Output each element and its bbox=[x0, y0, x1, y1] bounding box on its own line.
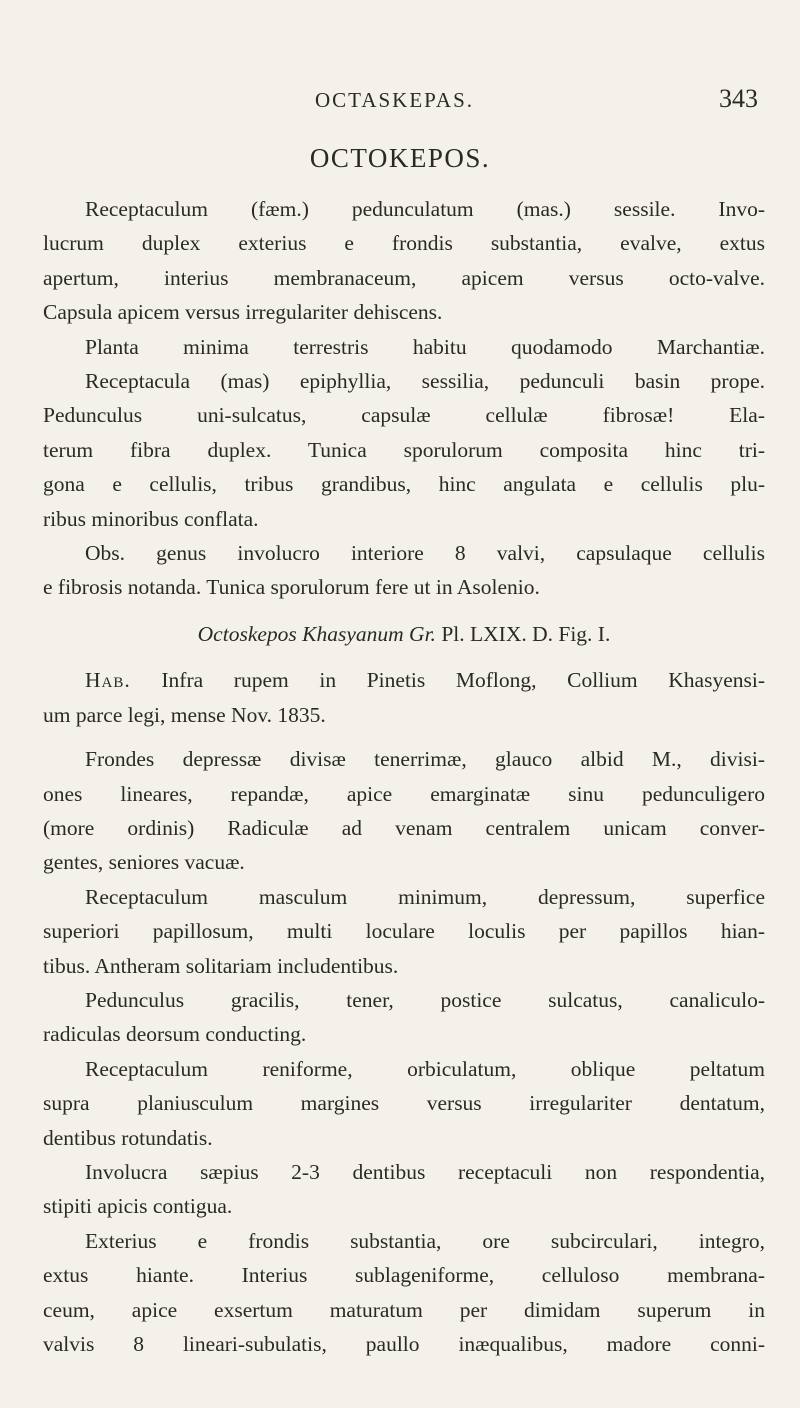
paragraph-observation bbox=[43, 536, 765, 605]
paragraph-exterior bbox=[43, 1224, 765, 1362]
text-line: Frondes depressæ divisæ tenerrimæ, glauco albid M., divisi- bbox=[85, 747, 765, 772]
text-line: stipiti apicis contigua. bbox=[43, 1194, 233, 1219]
text-line: terum fibra duplex. Tunica sporulorum composita hinc tri- bbox=[43, 437, 765, 462]
text-line: e fibrosis notanda. Tunica sporulorum fere ut in Asolenio. bbox=[43, 575, 540, 600]
paragraph-male-receptacle bbox=[43, 880, 765, 983]
running-title: OCTASKEPAS. bbox=[315, 88, 475, 112]
text-line: extus hiante. Interius sublageniforme, celluloso membrana- bbox=[43, 1263, 765, 1288]
text-line: Planta minima terrestris habitu quodamodo Marchantiæ. bbox=[85, 334, 765, 359]
text-line: Receptaculum masculum minimum, depressum, superfice bbox=[85, 884, 765, 909]
paragraph-habitat bbox=[43, 663, 765, 732]
text-line: Receptaculum (fæm.) pedunculatum (mas.) sessile. Invo- bbox=[85, 197, 765, 221]
plate-reference: Pl. LXIX. D. Fig. I. bbox=[435, 621, 611, 646]
paragraph-plant-description bbox=[43, 330, 765, 536]
text-line: Capsula apicem versus irregulariter dehiscens. bbox=[43, 300, 443, 325]
text-line: apertum, interius membranaceum, apicem versus octo-valve. bbox=[43, 265, 765, 290]
text-line: ribus minoribus conflata. bbox=[43, 506, 259, 531]
text-line: Receptacula (mas) epiphyllia, sessilia, pedunculi basin prope. bbox=[85, 369, 765, 394]
text-line: Pedunculus gracilis, tener, postice sulcatus, canaliculo- bbox=[85, 987, 765, 1012]
text-line: ones lineares, repandæ, apice emarginatæ sinu pedunculigero bbox=[43, 781, 765, 806]
text-line: gentes, seniores vacuæ. bbox=[43, 850, 245, 875]
habitat-text: Infra rupem in Pinetis Moflong, Collium Khasyensi- bbox=[130, 668, 765, 693]
text-line: superiori papillosum, multi loculare loculis per papillos hian- bbox=[43, 919, 765, 944]
paragraph-receptacle bbox=[43, 1052, 765, 1155]
text-line: lucrum duplex exterius e frondis substantia, evalve, extus bbox=[43, 231, 765, 256]
habitat-label: Hab. bbox=[85, 668, 131, 693]
text-line: valvis 8 lineari-subulatis, paullo inæqualibus, madore conni- bbox=[43, 1332, 765, 1356]
text-line bbox=[43, 663, 765, 697]
page-number: 343 bbox=[719, 84, 758, 113]
running-head bbox=[0, 84, 800, 120]
body-text bbox=[43, 192, 765, 1361]
text-line: ceum, apice exsertum maturatum per dimidam superum in bbox=[43, 1297, 765, 1322]
text-line: gona e cellulis, tribus grandibus, hinc angulata e cellulis plu- bbox=[43, 472, 765, 497]
text-line: Exterius e frondis substantia, ore subcirculari, integro, bbox=[85, 1228, 765, 1253]
text-line: Obs. genus involucro interiore 8 valvi, capsulaque cellulis bbox=[85, 541, 765, 566]
text-line: tibus. Antheram solitariam includentibus. bbox=[43, 953, 399, 978]
paragraph-involucra bbox=[43, 1155, 765, 1224]
text-line: um parce legi, mense Nov. 1835. bbox=[43, 702, 326, 727]
text-line: radiculas deorsum conducting. bbox=[43, 1022, 307, 1047]
text-line: (more ordinis) Radiculæ ad venam centralem unicam conver- bbox=[43, 815, 765, 840]
species-heading bbox=[43, 617, 765, 651]
text-line: supra planiusculum margines versus irregulariter dentatum, bbox=[43, 1091, 765, 1116]
text-line: Pedunculus uni-sulcatus, capsulæ cellulæ fibrosæ! Ela- bbox=[43, 403, 765, 428]
paragraph-peduncle bbox=[43, 983, 765, 1052]
text-line: dentibus rotundatis. bbox=[43, 1125, 213, 1150]
paragraph-genus-description bbox=[43, 192, 765, 330]
section-title: OCTOKEPOS. bbox=[309, 143, 491, 173]
text-line: Receptaculum reniforme, orbiculatum, oblique peltatum bbox=[85, 1056, 765, 1081]
text-line: Involucra sæpius 2-3 dentibus receptaculi non respondentia, bbox=[85, 1159, 765, 1184]
species-name: Octoskepos Khasyanum Gr. bbox=[197, 621, 436, 646]
paragraph-fronds bbox=[43, 742, 765, 880]
